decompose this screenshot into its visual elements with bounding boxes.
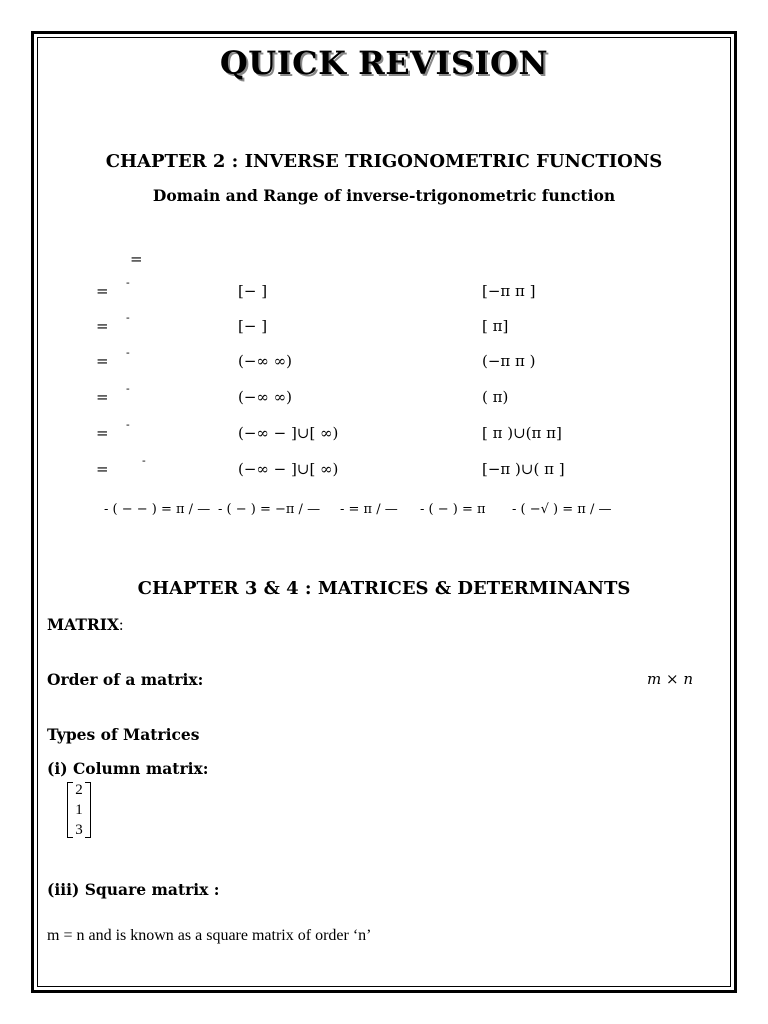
types-label: Types of Matrices: [47, 725, 200, 744]
row-range: [ π]: [482, 317, 509, 335]
row-domain: (−∞ ∞): [238, 388, 293, 406]
identity-formula: - ( − − ) = π / —: [104, 502, 211, 517]
row-range: (−π π ): [482, 352, 536, 370]
square-matrix-text: m = n and is known as a square matrix of order ‘n’: [47, 927, 372, 944]
row-equals: =: [96, 424, 109, 442]
identity-formula: - ( −√ ) = π / —: [512, 502, 612, 517]
row-inverse-superscript: -: [126, 311, 130, 324]
order-value: m × n: [647, 670, 693, 688]
row-range: ( π): [482, 388, 509, 406]
page-title: QUICK REVISION: [219, 44, 549, 82]
row-range: [−π )∪( π ]: [482, 460, 565, 478]
row-inverse-superscript: -: [126, 346, 130, 359]
row-range: [ π )∪(π π]: [482, 424, 562, 442]
matrix-cell: 1: [75, 802, 83, 818]
row-equals: =: [96, 282, 109, 300]
row-inverse-superscript: -: [126, 382, 130, 395]
column-matrix: [67, 780, 91, 838]
order-label: Order of a matrix:: [47, 670, 204, 689]
identity-formula: - ( − ) = π: [420, 502, 486, 517]
matrix-definition: [47, 615, 123, 635]
row-inverse-superscript: -: [126, 418, 130, 431]
row-inverse-superscript: -: [126, 276, 130, 289]
row-domain: [− ]: [238, 317, 268, 335]
table-header-equals: =: [130, 250, 143, 268]
identity-formula: - = π / —: [340, 502, 398, 517]
row-domain: [− ]: [238, 282, 268, 300]
matrix-label: MATRIX: [47, 615, 120, 634]
column-matrix-label: (i) Column matrix:: [47, 759, 209, 778]
square-matrix-label: (iii) Square matrix :: [47, 880, 220, 899]
row-equals: =: [96, 388, 109, 406]
matrix-cell: 3: [75, 822, 83, 838]
row-equals: =: [96, 460, 109, 478]
row-domain: (−∞ − ]∪[ ∞): [238, 424, 339, 442]
matrix-colon: :: [119, 617, 124, 634]
matrix-right-bracket: [85, 782, 91, 838]
row-equals: =: [96, 352, 109, 370]
row-range: [−π π ]: [482, 282, 536, 300]
chapter-2-heading: CHAPTER 2 : INVERSE TRIGONOMETRIC FUNCTIONS: [105, 151, 663, 172]
row-equals: =: [96, 317, 109, 335]
chapter-2-subheading: Domain and Range of inverse-trigonometric function: [152, 186, 616, 205]
identity-formula: - ( − ) = −π / —: [218, 502, 321, 517]
chapter-3-4-heading: CHAPTER 3 & 4 : MATRICES & DETERMINANTS: [137, 578, 631, 599]
row-domain: (−∞ ∞): [238, 352, 293, 370]
row-domain: (−∞ − ]∪[ ∞): [238, 460, 339, 478]
row-inverse-superscript: -: [142, 454, 146, 467]
matrix-cell: 2: [75, 782, 83, 798]
